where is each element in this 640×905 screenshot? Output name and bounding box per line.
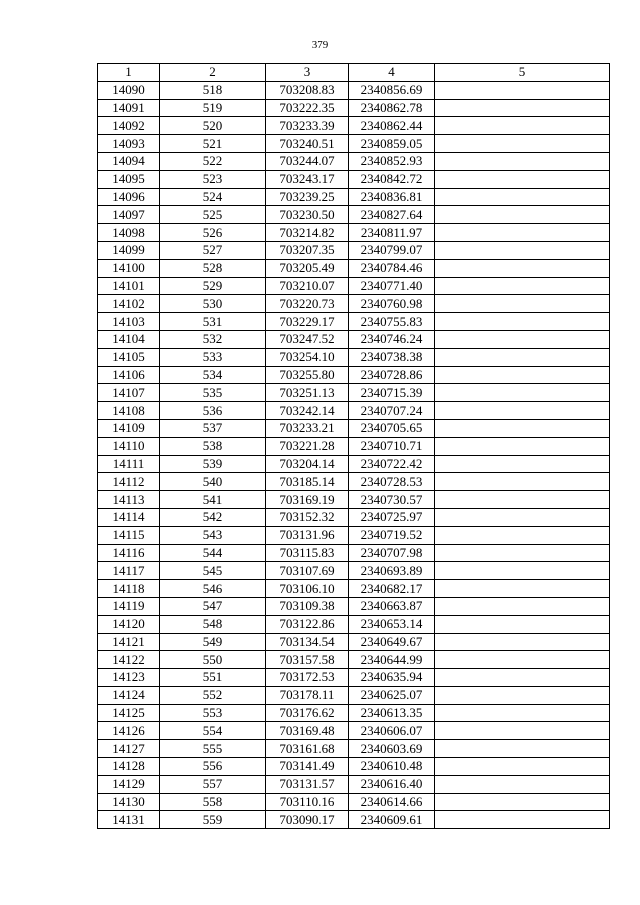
table-row <box>98 526 610 544</box>
cell-coordinate-y: 2340755.83 <box>349 313 435 331</box>
cell-coordinate-x: 703131.57 <box>266 775 349 793</box>
cell-notes <box>435 152 610 170</box>
cell-record-number: 14099 <box>98 241 160 259</box>
cell-record-number: 14109 <box>98 419 160 437</box>
cell-coordinate-y: 2340799.07 <box>349 241 435 259</box>
cell-coordinate-y: 2340682.17 <box>349 580 435 598</box>
cell-coordinate-y: 2340635.94 <box>349 669 435 687</box>
table-row <box>98 473 610 491</box>
cell-notes <box>435 562 610 580</box>
cell-notes <box>435 580 610 598</box>
cell-notes <box>435 455 610 473</box>
cell-coordinate-x: 703243.17 <box>266 170 349 188</box>
cell-coordinate-y: 2340728.53 <box>349 473 435 491</box>
cell-record-number: 14113 <box>98 491 160 509</box>
cell-coordinate-x: 703185.14 <box>266 473 349 491</box>
cell-notes <box>435 775 610 793</box>
cell-notes <box>435 811 610 829</box>
cell-point-number: 542 <box>160 508 266 526</box>
table-row <box>98 419 610 437</box>
cell-coordinate-y: 2340719.52 <box>349 526 435 544</box>
cell-coordinate-y: 2340610.48 <box>349 758 435 776</box>
cell-point-number: 522 <box>160 152 266 170</box>
cell-coordinate-y: 2340710.71 <box>349 437 435 455</box>
cell-point-number: 527 <box>160 241 266 259</box>
cell-coordinate-x: 703169.48 <box>266 722 349 740</box>
cell-notes <box>435 704 610 722</box>
cell-record-number: 14114 <box>98 508 160 526</box>
cell-coordinate-x: 703106.10 <box>266 580 349 598</box>
cell-record-number: 14110 <box>98 437 160 455</box>
cell-record-number: 14118 <box>98 580 160 598</box>
cell-coordinate-y: 2340614.66 <box>349 793 435 811</box>
table-row <box>98 544 610 562</box>
cell-record-number: 14094 <box>98 152 160 170</box>
table-row <box>98 277 610 295</box>
cell-coordinate-y: 2340609.61 <box>349 811 435 829</box>
table-row <box>98 188 610 206</box>
cell-record-number: 14100 <box>98 259 160 277</box>
cell-record-number: 14098 <box>98 224 160 242</box>
cell-record-number: 14091 <box>98 99 160 117</box>
cell-point-number: 544 <box>160 544 266 562</box>
table-row <box>98 348 610 366</box>
cell-notes <box>435 402 610 420</box>
cell-point-number: 536 <box>160 402 266 420</box>
cell-point-number: 554 <box>160 722 266 740</box>
cell-notes <box>435 348 610 366</box>
cell-record-number: 14127 <box>98 740 160 758</box>
cell-point-number: 540 <box>160 473 266 491</box>
cell-point-number: 535 <box>160 384 266 402</box>
table-row <box>98 366 610 384</box>
cell-coordinate-y: 2340784.46 <box>349 259 435 277</box>
cell-record-number: 14126 <box>98 722 160 740</box>
cell-point-number: 531 <box>160 313 266 331</box>
cell-record-number: 14122 <box>98 651 160 669</box>
cell-notes <box>435 740 610 758</box>
cell-coordinate-x: 703251.13 <box>266 384 349 402</box>
column-header-4: 4 <box>349 64 435 82</box>
cell-coordinate-y: 2340649.67 <box>349 633 435 651</box>
cell-coordinate-x: 703244.07 <box>266 152 349 170</box>
cell-record-number: 14116 <box>98 544 160 562</box>
cell-coordinate-x: 703109.38 <box>266 597 349 615</box>
cell-point-number: 559 <box>160 811 266 829</box>
cell-record-number: 14115 <box>98 526 160 544</box>
cell-point-number: 534 <box>160 366 266 384</box>
table-row <box>98 259 610 277</box>
cell-notes <box>435 277 610 295</box>
cell-point-number: 520 <box>160 117 266 135</box>
cell-coordinate-y: 2340842.72 <box>349 170 435 188</box>
cell-point-number: 521 <box>160 135 266 153</box>
cell-coordinate-x: 703247.52 <box>266 330 349 348</box>
cell-coordinate-x: 703242.14 <box>266 402 349 420</box>
table-row <box>98 437 610 455</box>
cell-point-number: 524 <box>160 188 266 206</box>
cell-coordinate-y: 2340738.38 <box>349 348 435 366</box>
cell-coordinate-y: 2340616.40 <box>349 775 435 793</box>
table-row <box>98 99 610 117</box>
cell-coordinate-x: 703090.17 <box>266 811 349 829</box>
cell-coordinate-x: 703207.35 <box>266 241 349 259</box>
table-row <box>98 170 610 188</box>
cell-coordinate-x: 703172.53 <box>266 669 349 687</box>
page-number: 379 <box>311 39 329 51</box>
cell-point-number: 525 <box>160 206 266 224</box>
cell-record-number: 14106 <box>98 366 160 384</box>
cell-record-number: 14125 <box>98 704 160 722</box>
cell-coordinate-x: 703230.50 <box>266 206 349 224</box>
column-header-3: 3 <box>266 64 349 82</box>
cell-coordinate-x: 703221.28 <box>266 437 349 455</box>
cell-coordinate-x: 703255.80 <box>266 366 349 384</box>
cell-coordinate-y: 2340856.69 <box>349 81 435 99</box>
cell-point-number: 558 <box>160 793 266 811</box>
table-row <box>98 722 610 740</box>
cell-record-number: 14108 <box>98 402 160 420</box>
cell-coordinate-x: 703229.17 <box>266 313 349 331</box>
cell-point-number: 526 <box>160 224 266 242</box>
cell-record-number: 14123 <box>98 669 160 687</box>
cell-notes <box>435 597 610 615</box>
cell-coordinate-y: 2340811.97 <box>349 224 435 242</box>
cell-notes <box>435 224 610 242</box>
cell-point-number: 553 <box>160 704 266 722</box>
table-row <box>98 651 610 669</box>
cell-notes <box>435 473 610 491</box>
cell-notes <box>435 170 610 188</box>
cell-coordinate-y: 2340707.24 <box>349 402 435 420</box>
cell-coordinate-x: 703122.86 <box>266 615 349 633</box>
table-row <box>98 402 610 420</box>
table-row <box>98 455 610 473</box>
cell-point-number: 552 <box>160 686 266 704</box>
cell-coordinate-x: 703239.25 <box>266 188 349 206</box>
table-row <box>98 615 610 633</box>
cell-record-number: 14107 <box>98 384 160 402</box>
cell-point-number: 548 <box>160 615 266 633</box>
column-header-5: 5 <box>435 64 610 82</box>
cell-point-number: 547 <box>160 597 266 615</box>
table-row <box>98 330 610 348</box>
cell-notes <box>435 330 610 348</box>
cell-coordinate-x: 703115.83 <box>266 544 349 562</box>
table-row <box>98 811 610 829</box>
cell-notes <box>435 117 610 135</box>
cell-point-number: 532 <box>160 330 266 348</box>
column-header-2: 2 <box>160 64 266 82</box>
cell-notes <box>435 313 610 331</box>
cell-coordinate-x: 703161.68 <box>266 740 349 758</box>
cell-notes <box>435 259 610 277</box>
cell-coordinate-y: 2340725.97 <box>349 508 435 526</box>
table-row <box>98 152 610 170</box>
table-row <box>98 669 610 687</box>
cell-coordinate-x: 703176.62 <box>266 704 349 722</box>
cell-point-number: 541 <box>160 491 266 509</box>
cell-point-number: 539 <box>160 455 266 473</box>
cell-point-number: 549 <box>160 633 266 651</box>
cell-notes <box>435 508 610 526</box>
cell-notes <box>435 241 610 259</box>
cell-notes <box>435 366 610 384</box>
table-row <box>98 224 610 242</box>
cell-coordinate-x: 703240.51 <box>266 135 349 153</box>
cell-coordinate-x: 703210.07 <box>266 277 349 295</box>
cell-coordinate-x: 703169.19 <box>266 491 349 509</box>
table-row <box>98 758 610 776</box>
cell-coordinate-x: 703152.32 <box>266 508 349 526</box>
cell-point-number: 533 <box>160 348 266 366</box>
cell-coordinate-y: 2340606.07 <box>349 722 435 740</box>
table-row <box>98 704 610 722</box>
table-row <box>98 295 610 313</box>
cell-coordinate-y: 2340760.98 <box>349 295 435 313</box>
cell-coordinate-x: 703110.16 <box>266 793 349 811</box>
cell-point-number: 551 <box>160 669 266 687</box>
cell-coordinate-y: 2340707.98 <box>349 544 435 562</box>
cell-coordinate-y: 2340653.14 <box>349 615 435 633</box>
cell-record-number: 14117 <box>98 562 160 580</box>
table-row <box>98 580 610 598</box>
table-row <box>98 117 610 135</box>
cell-coordinate-x: 703131.96 <box>266 526 349 544</box>
cell-coordinate-y: 2340730.57 <box>349 491 435 509</box>
cell-coordinate-y: 2340771.40 <box>349 277 435 295</box>
cell-coordinate-y: 2340722.42 <box>349 455 435 473</box>
cell-notes <box>435 793 610 811</box>
cell-coordinate-y: 2340859.05 <box>349 135 435 153</box>
cell-record-number: 14130 <box>98 793 160 811</box>
cell-record-number: 14128 <box>98 758 160 776</box>
cell-coordinate-x: 703134.54 <box>266 633 349 651</box>
cell-point-number: 519 <box>160 99 266 117</box>
cell-notes <box>435 758 610 776</box>
column-header-1: 1 <box>98 64 160 82</box>
cell-point-number: 530 <box>160 295 266 313</box>
cell-coordinate-x: 703107.69 <box>266 562 349 580</box>
cell-coordinate-x: 703157.58 <box>266 651 349 669</box>
cell-notes <box>435 295 610 313</box>
cell-point-number: 546 <box>160 580 266 598</box>
cell-notes <box>435 491 610 509</box>
cell-record-number: 14101 <box>98 277 160 295</box>
cell-point-number: 550 <box>160 651 266 669</box>
cell-point-number: 529 <box>160 277 266 295</box>
cell-coordinate-y: 2340644.99 <box>349 651 435 669</box>
cell-notes <box>435 526 610 544</box>
cell-record-number: 14124 <box>98 686 160 704</box>
cell-record-number: 14112 <box>98 473 160 491</box>
cell-coordinate-x: 703220.73 <box>266 295 349 313</box>
cell-coordinate-y: 2340728.86 <box>349 366 435 384</box>
cell-coordinate-y: 2340827.64 <box>349 206 435 224</box>
cell-coordinate-x: 703254.10 <box>266 348 349 366</box>
cell-point-number: 555 <box>160 740 266 758</box>
table-row <box>98 384 610 402</box>
cell-notes <box>435 99 610 117</box>
cell-notes <box>435 188 610 206</box>
table-row <box>98 491 610 509</box>
cell-record-number: 14105 <box>98 348 160 366</box>
coordinates-table <box>97 63 610 829</box>
cell-notes <box>435 633 610 651</box>
cell-coordinate-y: 2340603.69 <box>349 740 435 758</box>
cell-coordinate-x: 703233.39 <box>266 117 349 135</box>
table-row <box>98 206 610 224</box>
cell-record-number: 14096 <box>98 188 160 206</box>
cell-record-number: 14129 <box>98 775 160 793</box>
cell-coordinate-y: 2340852.93 <box>349 152 435 170</box>
cell-record-number: 14119 <box>98 597 160 615</box>
cell-coordinate-x: 703222.35 <box>266 99 349 117</box>
cell-record-number: 14121 <box>98 633 160 651</box>
cell-coordinate-x: 703205.49 <box>266 259 349 277</box>
table-row <box>98 793 610 811</box>
cell-coordinate-x: 703214.82 <box>266 224 349 242</box>
cell-record-number: 14097 <box>98 206 160 224</box>
cell-coordinate-y: 2340862.78 <box>349 99 435 117</box>
table-row <box>98 562 610 580</box>
cell-point-number: 538 <box>160 437 266 455</box>
table-row <box>98 597 610 615</box>
cell-coordinate-y: 2340663.87 <box>349 597 435 615</box>
cell-point-number: 545 <box>160 562 266 580</box>
table-row <box>98 775 610 793</box>
cell-coordinate-x: 703141.49 <box>266 758 349 776</box>
cell-point-number: 543 <box>160 526 266 544</box>
cell-record-number: 14102 <box>98 295 160 313</box>
cell-record-number: 14111 <box>98 455 160 473</box>
cell-record-number: 14090 <box>98 81 160 99</box>
cell-notes <box>435 615 610 633</box>
cell-coordinate-x: 703178.11 <box>266 686 349 704</box>
cell-record-number: 14103 <box>98 313 160 331</box>
cell-notes <box>435 384 610 402</box>
cell-notes <box>435 206 610 224</box>
cell-record-number: 14131 <box>98 811 160 829</box>
cell-coordinate-y: 2340625.07 <box>349 686 435 704</box>
cell-coordinate-y: 2340836.81 <box>349 188 435 206</box>
table-row <box>98 81 610 99</box>
cell-record-number: 14104 <box>98 330 160 348</box>
cell-record-number: 14093 <box>98 135 160 153</box>
cell-record-number: 14092 <box>98 117 160 135</box>
table-header-row <box>98 64 610 82</box>
cell-point-number: 557 <box>160 775 266 793</box>
cell-coordinate-y: 2340715.39 <box>349 384 435 402</box>
cell-coordinate-y: 2340862.44 <box>349 117 435 135</box>
cell-point-number: 528 <box>160 259 266 277</box>
cell-notes <box>435 437 610 455</box>
cell-coordinate-y: 2340613.35 <box>349 704 435 722</box>
cell-point-number: 556 <box>160 758 266 776</box>
cell-notes <box>435 686 610 704</box>
cell-notes <box>435 669 610 687</box>
cell-notes <box>435 81 610 99</box>
cell-notes <box>435 419 610 437</box>
cell-record-number: 14095 <box>98 170 160 188</box>
table-row <box>98 313 610 331</box>
cell-coordinate-x: 703233.21 <box>266 419 349 437</box>
cell-point-number: 523 <box>160 170 266 188</box>
table-row <box>98 135 610 153</box>
table-row <box>98 241 610 259</box>
cell-coordinate-x: 703208.83 <box>266 81 349 99</box>
cell-coordinate-y: 2340705.65 <box>349 419 435 437</box>
cell-record-number: 14120 <box>98 615 160 633</box>
cell-point-number: 518 <box>160 81 266 99</box>
cell-coordinate-y: 2340746.24 <box>349 330 435 348</box>
cell-point-number: 537 <box>160 419 266 437</box>
cell-notes <box>435 544 610 562</box>
cell-coordinate-y: 2340693.89 <box>349 562 435 580</box>
cell-notes <box>435 722 610 740</box>
cell-notes <box>435 651 610 669</box>
cell-notes <box>435 135 610 153</box>
table-row <box>98 633 610 651</box>
table-row <box>98 740 610 758</box>
cell-coordinate-x: 703204.14 <box>266 455 349 473</box>
table-body <box>98 81 610 828</box>
table-row <box>98 508 610 526</box>
table-row <box>98 686 610 704</box>
